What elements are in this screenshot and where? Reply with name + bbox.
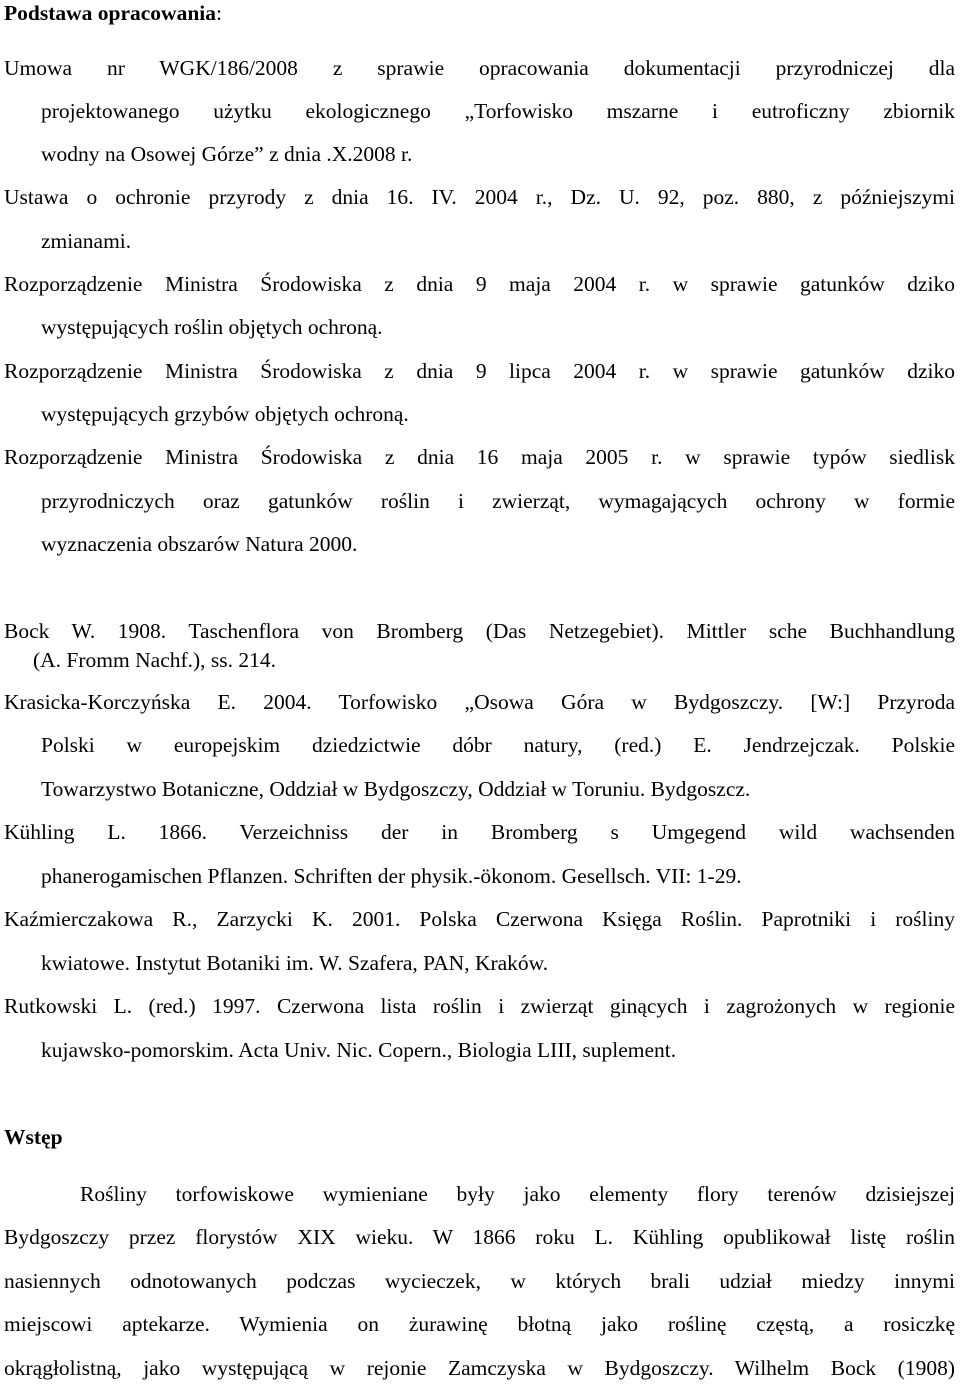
reference-line: Rutkowski L. (red.) 1997. Czerwona lista roślin i zwierząt ginących i zagrożonych w regionie xyxy=(4,994,955,1018)
heading-bold-text: Podstawa opracowania xyxy=(4,1,217,25)
basis-item-line: występujących grzybów objętych ochroną. xyxy=(41,402,409,426)
reference-line: (A. Fromm Nachf.), ss. 214. xyxy=(33,648,277,672)
basis-item-line: Rozporządzenie Ministra Środowiska z dnia 9 lipca 2004 r. w sprawie gatunków dziko xyxy=(4,359,955,383)
reference-line: kwiatowe. Instytut Botaniki im. W. Szafera, PAN, Kraków. xyxy=(41,951,549,975)
section-heading-wstep: Wstęp xyxy=(4,1125,63,1149)
basis-item-line: Ustawa o ochronie przyrody z dnia 16. IV. 2004 r., Dz. U. 92, poz. 880, z późniejszymi xyxy=(4,185,955,209)
paragraph-line: nasiennych odnotowanych podczas wycieczek, w których brali udział miedzy innymi xyxy=(4,1269,955,1293)
paragraph-line: Rośliny torfowiskowe wymieniane były jako elementy flory terenów dzisiejszej xyxy=(80,1182,955,1206)
paragraph-line: okrągłolistną, jako występującą w rejonie Zamczyska w Bydgoszczy. Wilhelm Bock (1908) xyxy=(4,1356,955,1380)
reference-line: kujawsko-pomorskim. Acta Univ. Nic. Copern., Biologia LIII, suplement. xyxy=(41,1038,677,1062)
reference-line: Bock W. 1908. Taschenflora von Bromberg (Das Netzegebiet). Mittler sche Buchhandlung xyxy=(4,619,955,643)
section-heading-podstawa xyxy=(4,0,604,26)
reference-line: Krasicka-Korczyńska E. 2004. Torfowisko „Osowa Góra w Bydgoszczy. [W:] Przyroda xyxy=(4,690,955,714)
reference-line: phanerogamischen Pflanzen. Schriften der physik.-ökonom. Gesellsch. VII: 1-29. xyxy=(41,864,742,888)
paragraph-line: miejscowi aptekarze. Wymienia on żurawinę błotną jako roślinę częstą, a rosiczkę xyxy=(4,1312,955,1336)
paragraph-line: Bydgoszczy przez florystów XIX wieku. W 1866 roku L. Kühling opublikował listę roślin xyxy=(4,1225,955,1249)
basis-item-line: Umowa nr WGK/186/2008 z sprawie opracowania dokumentacji przyrodniczej dla xyxy=(4,56,955,80)
basis-item-line: przyrodniczych oraz gatunków roślin i zwierząt, wymagających ochrony w formie xyxy=(41,489,955,513)
reference-line: Kaźmierczakowa R., Zarzycki K. 2001. Polska Czerwona Księga Roślin. Paprotniki i rośliny xyxy=(4,907,955,931)
basis-item-line: wodny na Osowej Górze” z dnia .X.2008 r. xyxy=(41,142,413,166)
heading-colon: : xyxy=(216,1,223,25)
basis-item-line: Rozporządzenie Ministra Środowiska z dnia 16 maja 2005 r. w sprawie typów siedlisk xyxy=(4,445,955,469)
reference-line: Kühling L. 1866. Verzeichniss der in Bromberg s Umgegend wild wachsenden xyxy=(4,820,955,844)
basis-item-line: Rozporządzenie Ministra Środowiska z dnia 9 maja 2004 r. w sprawie gatunków dziko xyxy=(4,272,955,296)
basis-item-line: występujących roślin objętych ochroną. xyxy=(41,315,383,339)
reference-line: Towarzystwo Botaniczne, Oddział w Bydgoszczy, Oddział w Toruniu. Bydgoszcz. xyxy=(41,777,751,801)
reference-line: Polski w europejskim dziedzictwie dóbr natury, (red.) E. Jendrzejczak. Polskie xyxy=(41,733,955,757)
basis-item-line: wyznaczenia obszarów Natura 2000. xyxy=(41,532,358,556)
basis-item-line: projektowanego użytku ekologicznego „Torfowisko mszarne i eutroficzny zbiornik xyxy=(41,99,955,123)
basis-item-line: zmianami. xyxy=(41,229,132,253)
